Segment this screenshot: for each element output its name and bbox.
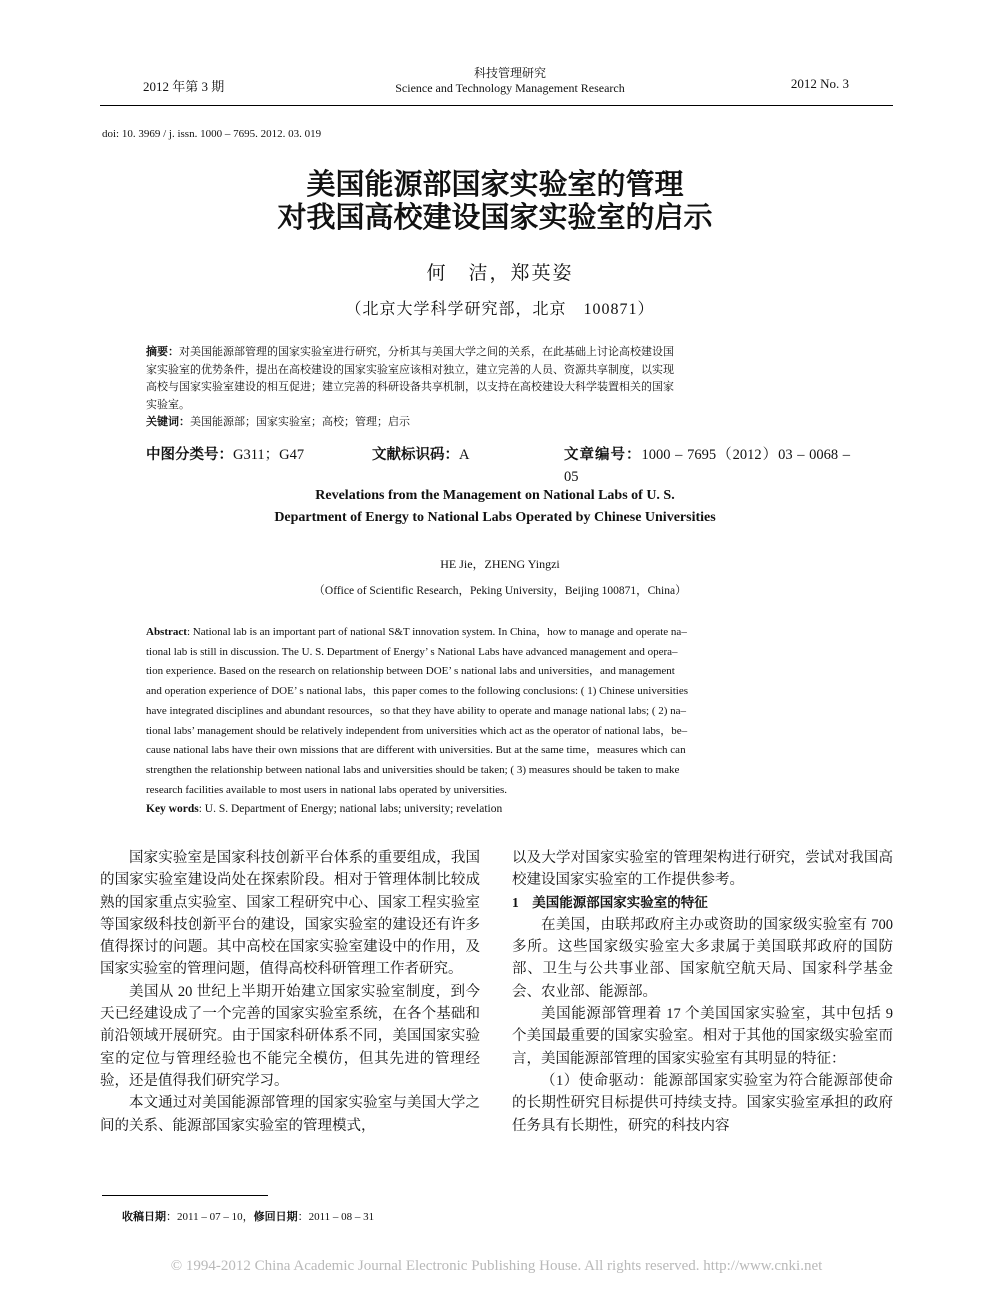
- copyright-line: © 1994-2012 China Academic Journal Electronic Publishing House. All rights reserved. http://www.cnki.net: [170, 1258, 823, 1274]
- classification-row: [146, 444, 851, 486]
- keywords-cn: 关键词：美国能源部；国家实验室；高校；管理；启示: [146, 416, 410, 429]
- document-code: 文献标识码：A: [372, 447, 470, 463]
- abstract-en-label: Abstract: [146, 626, 187, 638]
- keywords-cn-label: 关键词：: [146, 416, 190, 429]
- keywords-en: Key words: U. S. Department of Energy; national labs; university; revelation: [146, 803, 503, 815]
- footnote-rule: [102, 1195, 268, 1196]
- body-paragraph: 在美国，由联邦政府主办或资助的国家级实验室有 700 多所。这些国家级实验室大多隶属于美国联邦政府的国防部、卫生与公共事业部、国家航空航天局、国家科学基金会、农业部、能源部。: [512, 916, 893, 1000]
- body-paragraph: （1）使命驱动：能源部国家实验室为符合能源部使命的长期性研究目标提供可持续支持。国家实验室承担的政府任务具有长期性，研究的科技内容: [512, 1072, 893, 1134]
- title-en-line-2: Department of Energy to National Labs Operated by Chinese Universities: [274, 510, 716, 525]
- abstract-en: [146, 623, 850, 800]
- abstract-en-line: have integrated disciplines and abundant resources，so that they have ability to operate and manage national labs; ( 2) na–: [146, 704, 687, 717]
- journal-name-cn: 科技管理研究: [473, 66, 546, 80]
- abstract-cn-line: 家实验室的优势条件，提出在高校建设的国家实验室应该相对独立，建立完善的人员、资源共享制度，以实现: [146, 363, 674, 376]
- header-issue-cn: 2012 年第 3 期: [143, 79, 225, 94]
- body-left-column: [100, 847, 480, 1137]
- abstract-en-line: strengthen the relationship between national labs and universities should be taken; ( 3) measures should be taken to make: [146, 763, 680, 776]
- body-right-column: [512, 847, 893, 1137]
- journal-name-en: Science and Technology Management Research: [395, 81, 625, 95]
- abstract-en-line: tional lab is still in discussion. The U. S. Department of Energy’ s National Labs have advanced management and opera–: [146, 645, 678, 658]
- abstract-en-line: tional labs’ management should be relatively independent from universities which act as the operator of national labs，be–: [146, 724, 688, 737]
- abstract-cn: [146, 344, 850, 432]
- body-paragraph: 美国能源部管理着 17 个美国国家实验室，其中包括 9 个美国最重要的国家实验室。相对于其他的国家级实验室而言，美国能源部管理的国家实验室有其明显的特征：: [512, 1006, 893, 1067]
- abstract-cn-line: 摘要：对美国能源部管理的国家实验室进行研究，分析其与美国大学之间的关系，在此基础上讨论高校建设国: [146, 346, 674, 358]
- authors-en: HE Jie，ZHENG Yingzi: [440, 557, 560, 571]
- body-paragraph: 本文通过对美国能源部管理的国家实验室与美国大学之间的关系、能源部国家实验室的管理模式，: [100, 1095, 480, 1134]
- abstract-cn-line: 实验室。: [146, 398, 190, 411]
- body-paragraph: 以及大学对国家实验室的管理架构进行研究，尝试对我国高校建设国家实验室的工作提供参考。: [512, 850, 893, 889]
- journal-name: [300, 66, 720, 96]
- header-issue-en: 2012 No. 3: [790, 76, 849, 91]
- authors-cn: 何 洁，郑英姿: [426, 263, 574, 284]
- section-heading: 1 美国能源部国家实验室的特征: [512, 894, 708, 910]
- abstract-cn-line: 高校与国家实验室建设的相互促进；建立完善的科研设备共享机制，以支持在高校建设大科学装置相关的国家: [146, 381, 674, 394]
- abstract-en-line: and operation experience of DOE’ s national labs，this paper comes to the following conclusions: ( 1) Chinese universities: [146, 685, 689, 698]
- received-date-footnote: 收稿日期：2011 – 07 – 10，修回日期：2011 – 08 – 31: [122, 1211, 375, 1223]
- doi: doi: 10. 3969 / j. issn. 1000 – 7695. 2012. 03. 019: [102, 128, 322, 140]
- title-cn-line-1: 美国能源部国家实验室的管理: [306, 169, 684, 201]
- header-rule: [100, 105, 893, 106]
- clc: 中图分类号：G311；G47: [146, 447, 305, 463]
- affiliation-en: （Office of Scientific Research，Peking University，Beijing 100871，China）: [313, 585, 687, 597]
- abstract-cn-label: 摘要：: [146, 346, 179, 358]
- title-cn-line-2: 对我国高校建设国家实验室的启示: [277, 202, 713, 234]
- affiliation-cn: （北京大学科学研究部，北京 100871）: [345, 301, 655, 318]
- abstract-en-line: Abstract: National lab is an important part of national S&T innovation system. In China，how to manage and operate na–: [146, 626, 687, 638]
- body-paragraph: 美国从 20 世纪上半期开始建立国家实验室制度，到今天已经建设成了一个完善的国家实验室系统，在各个基础和前沿领域开展研究。由于国家科研体系不同，美国国家实验室的定位与管理经验也不能完全模仿，但其先进的管理经验，还是值得我们研究学习。: [100, 983, 480, 1089]
- keywords-en-label: Key words: [146, 803, 199, 815]
- abstract-en-line: research facilities available to most users in national labs operated by universities.: [146, 783, 508, 796]
- title-en-line-1: Revelations from the Management on National Labs of U. S.: [315, 488, 675, 503]
- article-number: 文章编号：1000 – 7695（2012）03 – 0068 – 05: [564, 447, 851, 486]
- abstract-en-line: cause national labs have their own missions that are different with universities. But at the same time，measures which can: [146, 744, 686, 757]
- abstract-en-line: tion experience. Based on the research on relationship between DOE’ s national labs and universities，and management: [146, 665, 675, 678]
- body-paragraph: 国家实验室是国家科技创新平台体系的重要组成，我国的国家实验室建设尚处在探索阶段。相对于管理体制比较成熟的国家重点实验室、国家工程研究中心、国家工程实验室等国家级科技创新平台的建设，国家实验室的建设还有许多值得探讨的问题。其中高校在国家实验室建设中的作用，及国家实验室的管理问题，值得高校科研管理工作者研究。: [100, 850, 480, 978]
